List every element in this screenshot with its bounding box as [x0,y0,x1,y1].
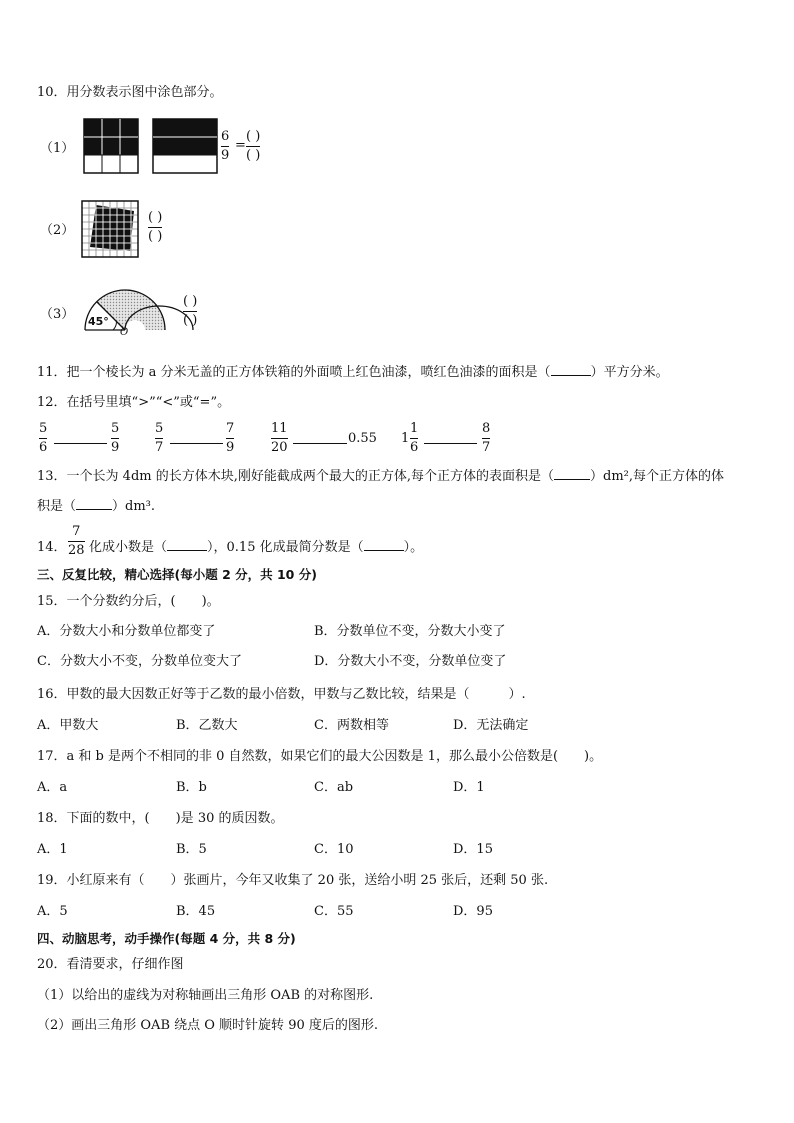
denominator: 28 [68,543,85,558]
q10-equals: = [235,138,246,153]
q12-item3-blank[interactable] [293,443,347,444]
q14-text [89,536,423,555]
fraction-bar [39,438,47,439]
q10-part3-answer[interactable] [183,294,197,329]
denominator: 6 [410,440,419,455]
q15-stem: 15．一个分数约分后，( )。 [37,594,220,609]
q16-option-c[interactable]: C．两数相等 [314,718,389,733]
q19-option-c[interactable]: C．55 [314,904,354,919]
q14-prefix: 14． [37,540,67,555]
section4-title: 四、动脑思考，动手操作(每题 4 分，共 8 分) [37,931,296,946]
numerator: 11 [271,421,288,436]
q14-answer2-blank[interactable] [364,550,404,551]
q13-answer2-blank[interactable] [76,509,112,510]
q13-line1-b: ）dm²,每个正方体的体 [590,469,724,484]
numerator: 5 [155,421,164,436]
denominator: 9 [111,440,120,455]
q19-option-a[interactable]: A．5 [37,904,68,919]
fraction-bar [221,146,229,147]
q12-title: 12．在括号里填“>”“<”或“=”。 [37,395,231,410]
q12-item4-left [410,421,418,456]
fraction-bar [246,146,260,147]
fraction-bar [482,438,490,439]
q15-option-c[interactable]: C．分数大小不变，分数单位变大了 [37,654,242,669]
q14-text-c: ）。 [403,540,424,555]
q19-option-b[interactable]: B．45 [176,904,216,919]
q11-text [37,364,669,382]
q10-part1-answer[interactable] [246,129,260,164]
q13-line2 [37,498,155,516]
q15-option-a[interactable]: A．分数大小和分数单位都变了 [37,624,216,639]
q12-item3-right: 0.55 [348,431,377,446]
q12-item1-left [39,421,47,456]
answer-denominator-paren[interactable]: ( ) [246,148,261,163]
q15-option-d[interactable]: D．分数大小不变，分数单位变了 [314,654,507,669]
numerator: 5 [111,421,120,436]
denominator: 20 [271,440,288,455]
q14-answer1-blank[interactable] [167,550,207,551]
q14-text-b: ），0.15 化成最简分数是（ [207,540,364,555]
q18-stem: 18．下面的数中，( )是 30 的质因数。 [37,811,284,826]
q16-stem: 16．甲数的最大因数正好等于乙数的最小倍数，甲数与乙数比较，结果是（ ）. [37,687,526,702]
q14-text-a: 化成小数是（ [89,540,168,555]
q10-origin-label: O [120,327,129,338]
q17-stem: 17．a 和 b 是两个不相同的非 0 自然数，如果它们的最大公因数是 1，那么最小公倍数是( )。 [37,749,603,764]
q12-item4-whole: 1 [401,431,410,446]
fraction-bar [410,438,418,439]
q12-item2-right [226,421,234,456]
q11-answer-blank[interactable] [551,375,591,376]
q10-part3-label: （3） [40,307,75,322]
q18-option-b[interactable]: B．5 [176,842,207,857]
denominator: 7 [155,440,164,455]
fraction-bar [155,438,163,439]
answer-denominator-paren[interactable]: ( ) [148,229,163,244]
answer-denominator-paren[interactable]: ( ) [183,313,198,328]
numerator: 8 [482,421,491,436]
q16-option-a[interactable]: A．甲数大 [37,718,99,733]
q12-item1-blank[interactable] [54,443,107,444]
denominator: 7 [482,440,491,455]
denominator: 9 [226,440,235,455]
q16-option-d[interactable]: D．无法确定 [453,718,529,733]
q17-option-a[interactable]: A．a [37,780,68,795]
q10-title: 10．用分数表示图中涂色部分。 [37,85,223,100]
q20-step1: （1）以给出的虚线为对称轴画出三角形 OAB 的对称图形. [37,988,374,1003]
q13-line2-a: 积是（ [37,499,77,514]
q12-item4-right [482,421,490,456]
q20-step2: （2）画出三角形 OAB 绕点 O 顺时针旋转 90 度后的图形. [37,1018,378,1033]
q13-line2-b: ）dm³. [112,499,156,514]
q10-part2-label: （2） [40,223,75,238]
numerator: 7 [226,421,235,436]
numerator: 1 [410,421,419,436]
q10-part1-label: （1） [40,141,75,156]
q17-option-b[interactable]: B．b [176,780,207,795]
q10-part2-answer[interactable] [148,210,162,245]
q12-item4-blank[interactable] [424,443,477,444]
q10-angle-label: 45° [88,315,109,328]
q18-option-a[interactable]: A．1 [37,842,68,857]
q18-option-c[interactable]: C．10 [314,842,354,857]
q10-part1-den: 9 [221,148,230,163]
q19-stem: 19．小红原来有（ ）张画片，今年又收集了 20 张，送给小明 25 张后，还剩 50 张. [37,873,549,888]
denominator: 6 [39,440,48,455]
q19-option-d[interactable]: D．95 [453,904,493,919]
q10-figure1-bar [153,119,217,173]
q10-figure1-grid [84,119,138,173]
q14-fraction [68,524,85,559]
fraction-bar [68,541,85,542]
q16-option-b[interactable]: B．乙数大 [176,718,238,733]
numerator: 5 [39,421,48,436]
q11-text-a: 11．把一个棱长为 a 分米无盖的正方体铁箱的外面喷上红色油漆，喷红色油漆的面积是（ [37,365,551,380]
q13-line1 [37,468,724,486]
q18-option-d[interactable]: D．15 [453,842,493,857]
q12-item1-right [111,421,119,456]
fraction-bar [111,438,119,439]
q13-line1-a: 13．一个长为 4dm 的长方体木块,刚好能截成两个最大的正方体,每个正方体的表面积是（ [37,469,554,484]
fraction-bar [226,438,234,439]
q11-text-b: ）平方分米。 [590,365,669,380]
fraction-bar [148,227,162,228]
q10-figure2-grid [82,201,138,257]
q12-item3-left [271,421,288,456]
q15-option-b[interactable]: B．分数单位不变，分数大小变了 [314,624,506,639]
q10-part1-num: 6 [221,129,230,144]
answer-numerator-paren[interactable]: ( ) [246,129,261,144]
answer-numerator-paren[interactable]: ( ) [148,210,163,225]
q13-answer1-blank[interactable] [554,479,590,480]
answer-numerator-paren[interactable]: ( ) [183,294,198,309]
q10-part1-fraction [221,129,229,164]
q17-option-d[interactable]: D．1 [453,780,485,795]
q17-option-c[interactable]: C．ab [314,780,354,795]
q12-item2-left [155,421,163,456]
q20-stem: 20．看清要求，仔细作图 [37,957,184,972]
numerator: 7 [72,524,81,539]
q12-item2-blank[interactable] [170,443,223,444]
fraction-bar [271,438,288,439]
fraction-bar [183,311,197,312]
section3-title: 三、反复比较，精心选择(每小题 2 分，共 10 分) [37,567,317,582]
